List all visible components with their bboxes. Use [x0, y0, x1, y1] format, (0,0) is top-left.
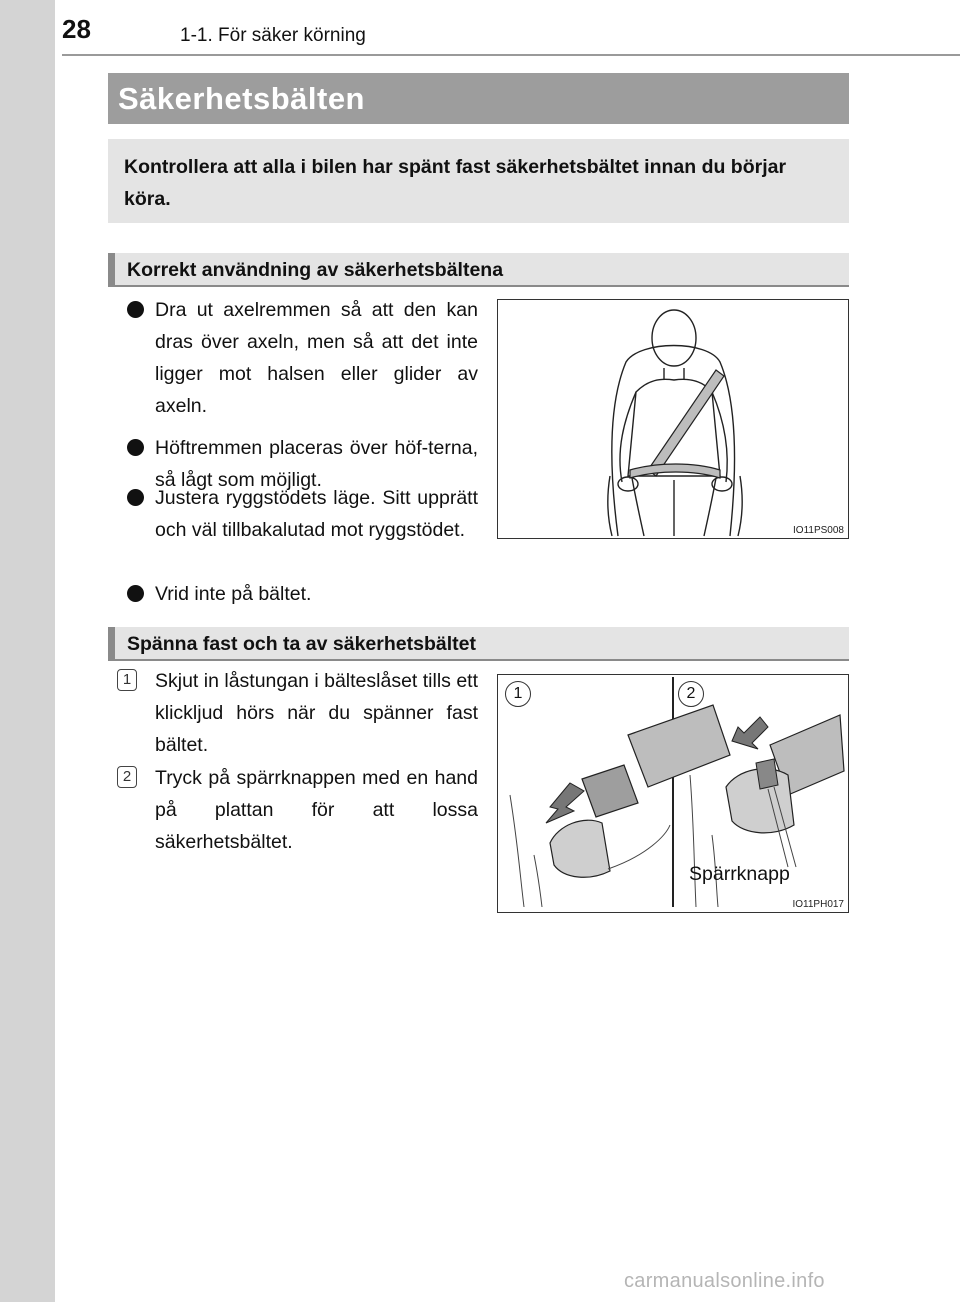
- panel-number-badge: 1: [505, 681, 531, 707]
- fasten-heading: [108, 627, 849, 661]
- footer-watermark: carmanualsonline.info: [624, 1270, 825, 1292]
- fasten-heading-text: Spänna fast och ta av säkerhetsbältet: [127, 633, 476, 655]
- figure-code: IO11PS008: [793, 525, 844, 536]
- title-bar: [108, 73, 849, 124]
- section-path: 1-1. För säker körning: [180, 25, 366, 46]
- intro-box: [108, 139, 849, 223]
- bullet-item: Höftremmen placeras över höf-terna, så lågt som möjligt.: [127, 432, 478, 496]
- page-title: Säkerhetsbälten: [118, 81, 365, 116]
- bullet-dot-icon: [127, 301, 144, 318]
- step-number-badge: 1: [117, 669, 137, 691]
- panel-number-badge: 2: [678, 681, 704, 707]
- bullet-dot-icon: [127, 439, 144, 456]
- bullet-dot-icon: [127, 585, 144, 602]
- bullet-item: Vrid inte på bältet.: [127, 578, 478, 610]
- release-button-callout: Spärrknapp: [689, 863, 790, 885]
- bullet-item: Justera ryggstödets läge. Sitt upprätt och väl tillbakalutad mot ryggstödet.: [127, 482, 478, 546]
- page-number: 28: [62, 14, 91, 44]
- seated-person-illustration-icon: [498, 300, 847, 537]
- side-strip: [0, 0, 55, 1302]
- seated-person-figure: [497, 299, 849, 539]
- usage-heading: [108, 253, 849, 287]
- bullet-item: Dra ut axelremmen så att den kan dras över axeln, men så att det inte ligger mot halsen eller glider av axeln.: [127, 294, 478, 422]
- intro-text: Kontrollera att alla i bilen har spänt fast säkerhetsbältet innan du börjar köra.: [124, 156, 787, 210]
- usage-heading-text: Korrekt användning av säkerhetsbältena: [127, 259, 504, 281]
- buckle-figure: [497, 674, 849, 913]
- figure-code: IO11PH017: [792, 899, 844, 910]
- header-rule: [62, 54, 960, 56]
- step-number-badge: 2: [117, 766, 137, 788]
- step-item: 2 Tryck på spärrknappen med en hand på plattan för att lossa säkerhetsbältet.: [117, 762, 478, 858]
- bullet-dot-icon: [127, 489, 144, 506]
- step-item: 1 Skjut in låstungan i bälteslåset tills ett klickljud hörs när du spänner fast bältet.: [117, 665, 478, 761]
- buckle-illustration-icon: [498, 675, 847, 911]
